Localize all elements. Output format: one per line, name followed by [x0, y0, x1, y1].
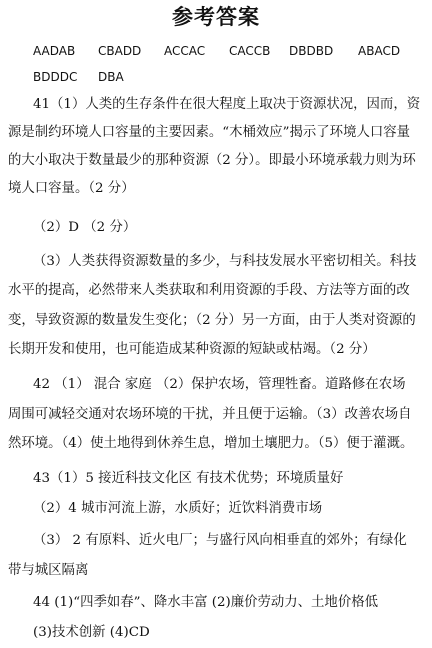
q44-line: (3)技术创新 (4)CD	[33, 625, 150, 640]
q43-line: （3） 2 有原料、近火电厂；与盛行风向相垂直的郊外；有绿化	[33, 533, 407, 548]
q41-line: 长期开发和使用，也可能造成某种资源的短缺或枯竭。（2 分）	[8, 342, 376, 357]
q41-line: 水平的提高，必然带来人类获取和利用资源的手段、方法等方面的改	[8, 283, 410, 298]
q42-line: 周围可减轻交通对农场环境的干扰，并且便于运输。（3）改善农场自	[8, 407, 412, 422]
q41-line: 境人口容量。（2 分）	[8, 181, 135, 196]
mc-group: ACCAC	[164, 44, 206, 58]
mc-group: CACCB	[229, 44, 271, 58]
q43-line: （2）4 城市河流上游，水质好；近饮料消费市场	[33, 501, 323, 516]
q41-line: （2）D （2 分）	[33, 220, 137, 235]
mc-group: DBDBD	[289, 44, 334, 58]
q41-line: 源是制约环境人口容量的主要因素。“木桶效应”揭示了环境人口容量	[8, 125, 411, 140]
mc-group: CBADD	[98, 44, 142, 58]
page-title: 参考答案	[172, 4, 260, 29]
q42-line: 42 （1） 混合 家庭 （2）保护农场，管理牲畜。道路修在农场	[33, 377, 406, 392]
mc-group: AADAB	[33, 44, 76, 58]
q44-line: 44 (1)“四季如春”、降水丰富 (2)廉价劳动力、土地价格低	[33, 595, 378, 610]
mc-group: ABACD	[358, 44, 401, 58]
q41-line: 变，导致资源的数量发生变化；（2 分）另一方面，由于人类对资源的	[8, 313, 416, 328]
q42-line: 然环境。（4）使土地得到休养生息，增加土壤肥力。（5）便于灌溉。	[8, 436, 414, 451]
q41-line: 的大小取决于数量最少的那种资源（2 分）。即最小环境承载力则为环	[8, 153, 416, 168]
q43-line: 带与城区隔离	[8, 563, 89, 578]
q43-line: 43（1）5 接近科技文化区 有技术优势；环境质量好	[33, 471, 344, 486]
mc-group: DBA	[98, 70, 124, 84]
mc-group: BDDDC	[33, 70, 78, 84]
q41-line: 41（1）人类的生存条件在很大程度上取决于资源状况，因而，资	[33, 97, 421, 112]
q41-line: （3）人类获得资源数量的多少，与科技发展水平密切相关。科技	[33, 254, 417, 269]
